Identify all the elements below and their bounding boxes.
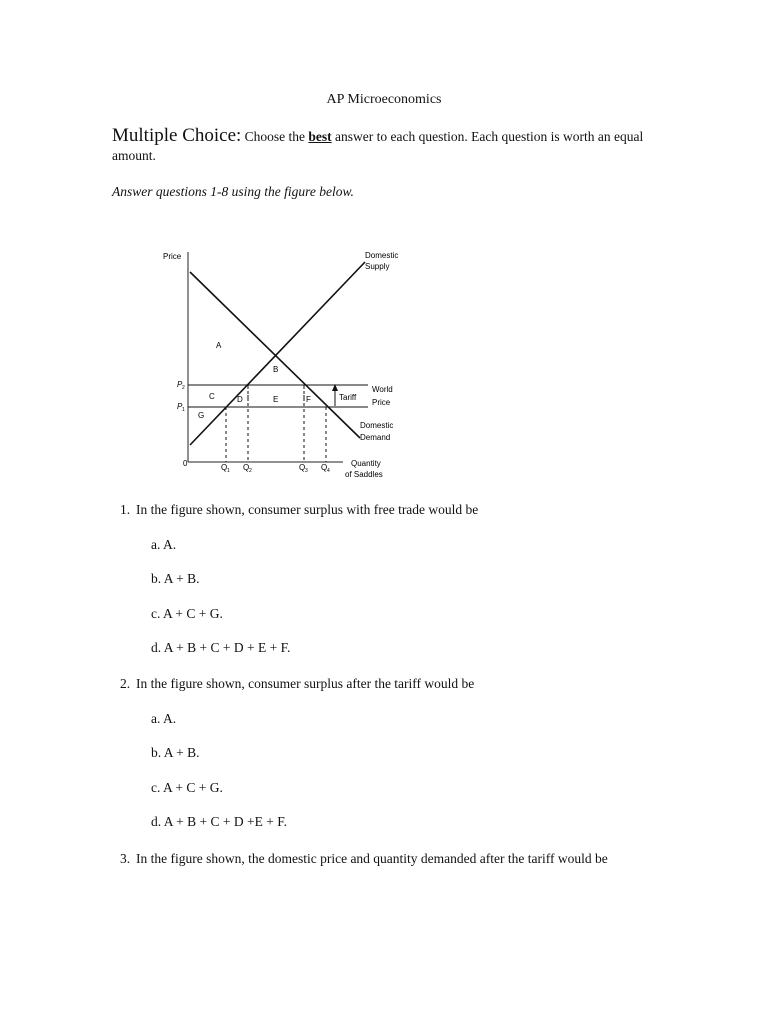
question-number: 3. (120, 851, 131, 866)
p2-label: P (177, 380, 183, 389)
p2-subscript: 2 (182, 385, 185, 391)
q4-label: Q (321, 463, 328, 472)
figure-svg (155, 240, 425, 490)
multiple-choice-heading: Multiple Choice: (112, 125, 242, 146)
supply-label-1: Domestic (365, 251, 399, 260)
region-e-label: E (273, 395, 279, 404)
question-number: 1. (120, 502, 131, 517)
p1-label: P (177, 402, 183, 411)
region-f-label: F (306, 395, 311, 404)
world-price-label-2: Price (372, 398, 391, 407)
region-b-label: B (273, 365, 279, 374)
figure-note: Answer questions 1-8 using the figure below. (112, 184, 354, 199)
question-2 (120, 675, 660, 692)
question-2-option-c[interactable]: c. A + C + G. (151, 780, 223, 795)
instructions-text-before: Choose the (244, 129, 309, 144)
question-text: In the figure shown, consumer surplus with free trade would be (136, 502, 479, 517)
demand-label-2: Demand (360, 433, 391, 442)
domestic-demand-curve (190, 272, 360, 438)
region-c-label: C (209, 392, 215, 401)
q1-subscript: 1 (227, 468, 230, 474)
question-2-option-a[interactable]: a. A. (151, 711, 177, 726)
region-a-label: A (216, 341, 222, 350)
tariff-label: Tariff (339, 393, 357, 402)
instructions-emphasis: best (308, 129, 332, 144)
question-text: In the figure shown, consumer surplus after the tariff would be (136, 676, 475, 691)
instructions (112, 126, 672, 165)
instructions-text-after: answer to each question. Each question is worth an equal amount. (112, 129, 644, 163)
question-1 (120, 501, 660, 518)
question-number: 2. (120, 676, 131, 691)
q4-subscript: 4 (327, 468, 330, 474)
q3-label: Q (299, 463, 306, 472)
question-1-option-c[interactable]: c. A + C + G. (151, 606, 223, 621)
supply-label-2: Supply (365, 262, 390, 271)
region-g-label: G (198, 411, 205, 420)
question-1-option-b[interactable]: b. A + B. (151, 571, 200, 586)
region-d-label: D (237, 395, 243, 404)
price-axis-label: Price (163, 252, 182, 261)
q2-subscript: 2 (249, 468, 252, 474)
origin-label: 0 (183, 459, 188, 468)
quantity-axis-label-1: Quantity (351, 459, 381, 468)
p1-subscript: 1 (182, 407, 185, 413)
world-price-label-1: World (372, 385, 393, 394)
question-text: In the figure shown, the domestic price and quantity demanded after the tariff would be (136, 851, 608, 866)
question-1-option-d[interactable]: d. A + B + C + D + E + F. (151, 640, 291, 655)
question-3 (120, 850, 660, 867)
supply-demand-figure (155, 240, 425, 490)
question-2-option-d[interactable]: d. A + B + C + D +E + F. (151, 814, 288, 829)
question-2-option-b[interactable]: b. A + B. (151, 745, 200, 760)
q2-label: Q (243, 463, 250, 472)
demand-label-1: Domestic (360, 421, 394, 430)
question-1-option-a[interactable]: a. A. (151, 537, 177, 552)
quantity-axis-label-2: of Saddles (345, 470, 383, 479)
page-title: AP Microeconomics (326, 92, 442, 107)
q3-subscript: 3 (305, 468, 308, 474)
q1-label: Q (221, 463, 228, 472)
